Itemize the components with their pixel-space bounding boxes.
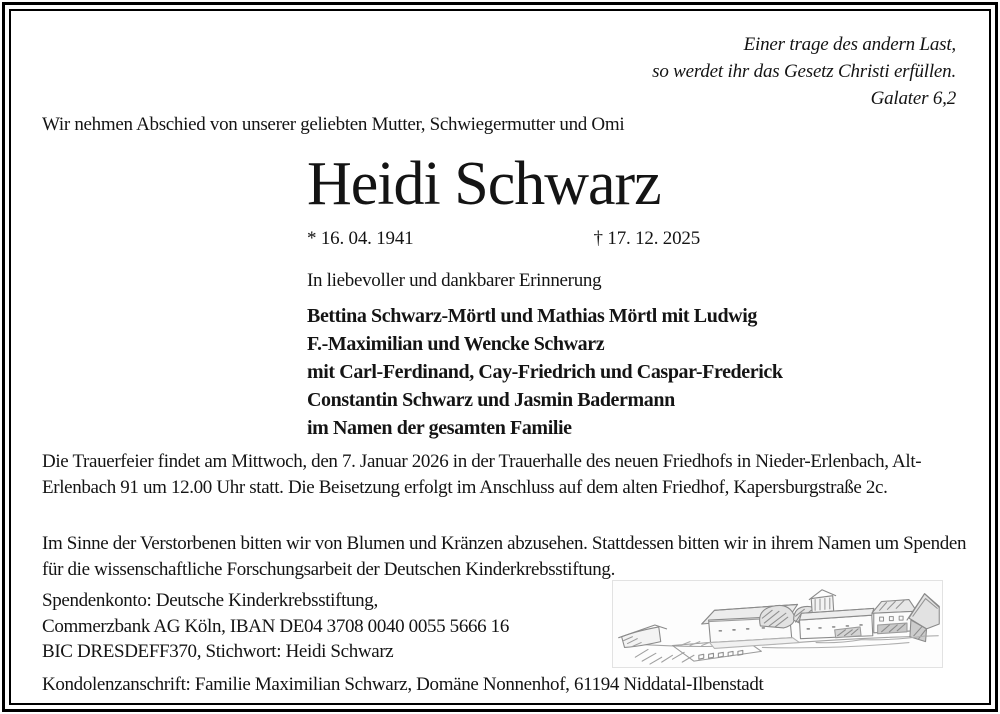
donation-request-paragraph: Im Sinne der Verstorbenen bitten wir von Blumen und Kränzen abzusehen. Stattdessen bitten wir in ihrem Namen um Spenden für die wissenschaftliche Forschungsarbeit der Deutschen Kinderkrebsstiftung. <box>42 533 967 580</box>
intro-line: Wir nehmen Abschied von unserer geliebten Mutter, Schwiegermutter und Omi <box>42 114 625 135</box>
epigraph-line: so werdet ihr das Gesetz Christi erfüllen. <box>652 61 956 82</box>
donation-account-line: Spendenkonto: Deutsche Kinderkrebsstiftung, <box>42 590 378 611</box>
epigraph-citation: Galater 6,2 <box>870 88 956 109</box>
birth-date: * 16. 04. 1941 <box>307 228 414 249</box>
farm-village-sketch-illustration <box>612 580 943 668</box>
deceased-name: Heidi Schwarz <box>307 150 661 218</box>
death-date: † 17. 12. 2025 <box>593 228 700 249</box>
funeral-info-paragraph: Die Trauerfeier findet am Mittwoch, den 7. Januar 2026 in der Trauerhalle des neuen Friedhofs in Nieder-Erlenbach, Alt-Erlenbach 91 um 12.00 Uhr statt. Die Beisetzung erfolgt im Anschluss auf dem alten Friedhof, Kapersburgstraße 2c. <box>42 451 922 498</box>
mourner-line: im Namen der gesamten Familie <box>307 417 572 439</box>
mourner-line: Bettina Schwarz-Mörtl und Mathias Mörtl mit Ludwig <box>307 305 757 327</box>
mourner-line: mit Carl-Ferdinand, Cay-Friedrich und Caspar-Frederick <box>307 361 783 383</box>
mourners-block <box>307 302 783 442</box>
mourner-line: F.-Maximilian und Wencke Schwarz <box>307 333 605 355</box>
donation-account-line: BIC DRESDEFF370, Stichwort: Heidi Schwarz <box>42 641 394 662</box>
donation-account-block <box>42 588 602 665</box>
remembrance-line: In liebevoller und dankbarer Erinnerung <box>307 270 602 291</box>
life-dates <box>307 228 700 250</box>
deceased-block <box>307 150 783 442</box>
epigraph-line: Einer trage des andern Last, <box>743 34 956 55</box>
condolence-address-line: Kondolenzanschrift: Familie Maximilian Schwarz, Domäne Nonnenhof, 61194 Niddatal-Ilbenstadt <box>42 674 764 695</box>
farm-sketch-icon <box>613 581 942 667</box>
bible-epigraph <box>652 31 956 112</box>
mourner-line: Constantin Schwarz und Jasmin Badermann <box>307 389 675 411</box>
donation-account-line: Commerzbank AG Köln, IBAN DE04 3708 0040 0055 5666 16 <box>42 615 509 637</box>
